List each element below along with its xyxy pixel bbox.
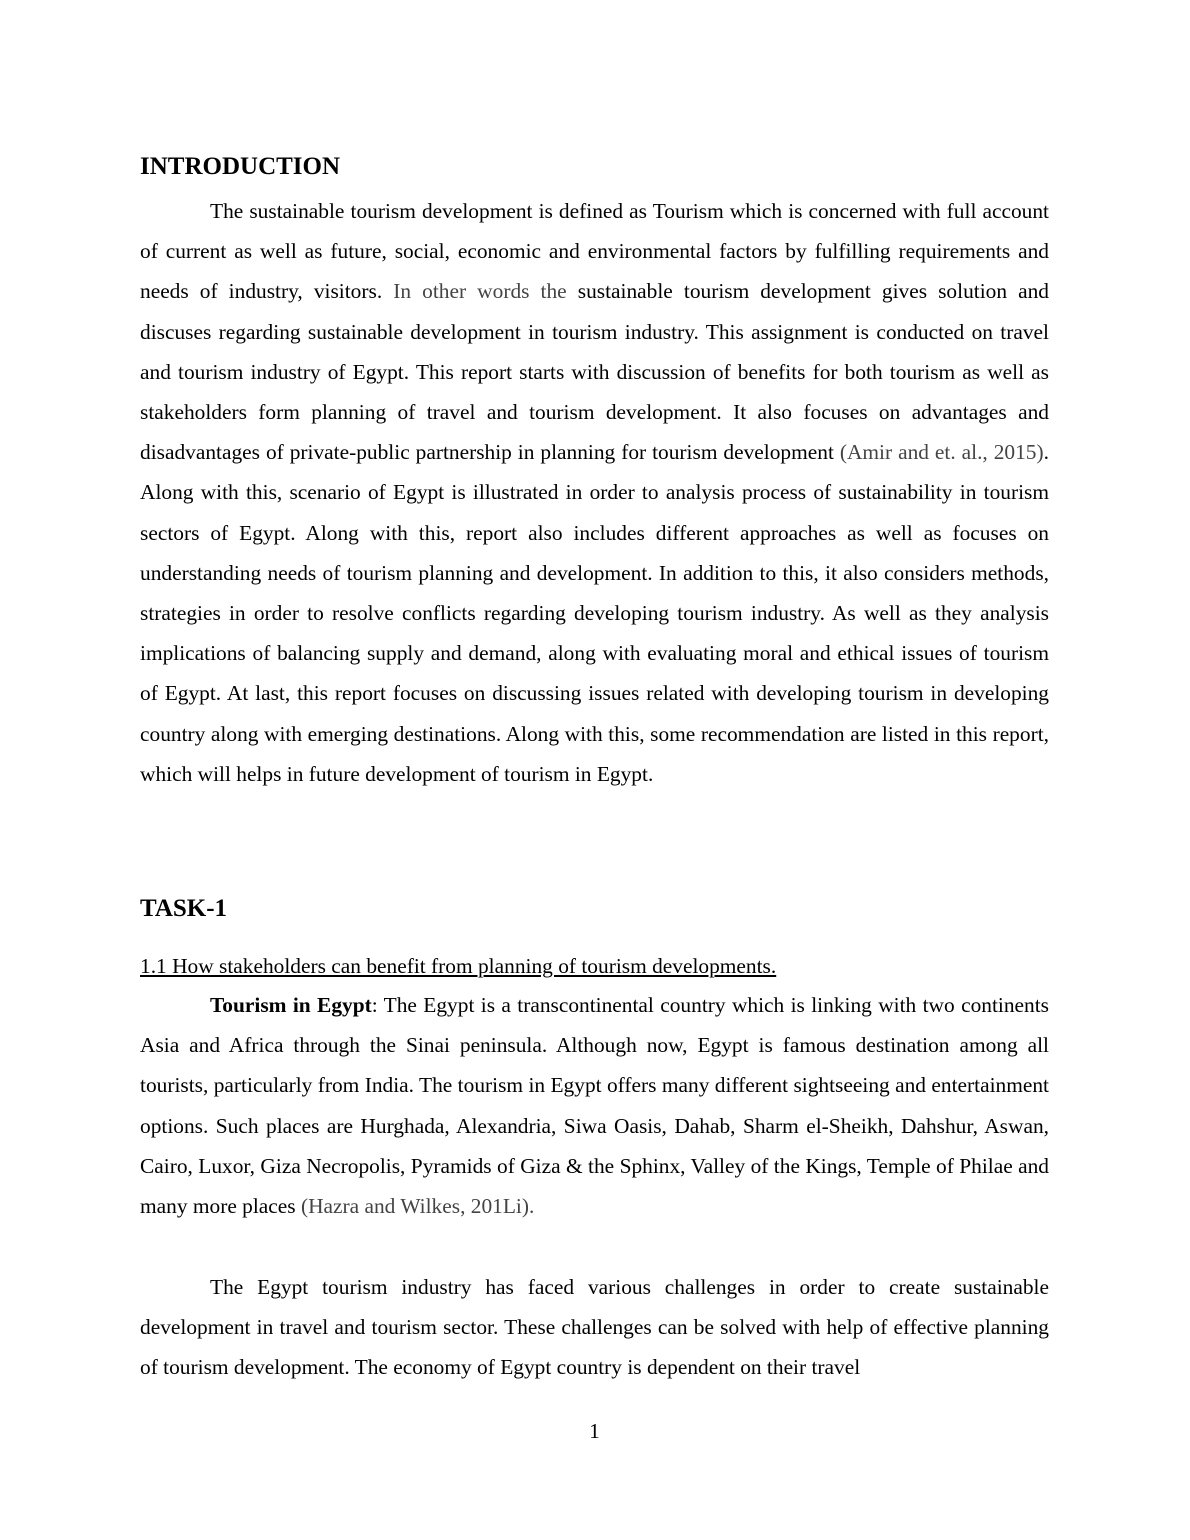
- introduction-paragraph: [140, 191, 1049, 794]
- document-page: [140, 0, 1049, 1540]
- task1-heading: TASK-1: [140, 895, 228, 922]
- page-number: 1: [589, 1419, 600, 1443]
- tourism-in-egypt-label: Tourism in Egypt: [210, 993, 372, 1017]
- intro-text-2: sustainable tourism development gives solution and discuses regarding sustainable development in tourism industry. This assignment is conducted on travel and tourism industry of Egypt. This report starts with discussion of benefits for both tourism as well as stakeholders form planning of travel and tourism development. It also focuses on advantages and disadvantages of private-public partnership in planning for tourism development: [140, 279, 1049, 465]
- tourism-in-egypt-paragraph: [140, 985, 1049, 1226]
- intro-text-3: . Along with this, scenario of Egypt is illustrated in order to analysis process of sustainability in tourism sectors of Egypt. Along with this, report also includes different approaches as well as focuses on understanding needs of tourism planning and development. In addition to this, it also considers methods, strategies in order to resolve conflicts regarding developing tourism industry. As well as they analysis implications of balancing supply and demand, along with evaluating moral and ethical issues of tourism of Egypt. At last, this report focuses on discussing issues related with developing tourism in developing country along with emerging destinations. Along with this, some recommendation are listed in this report, which will helps in future development of tourism in Egypt.: [140, 440, 1049, 786]
- intro-text-1: The sustainable tourism development is defined as Tourism which is concerned with full account of current as well as future, social, economic and environmental factors by fulfilling requirements and needs of industry, visitors.: [140, 199, 1049, 304]
- tourism-in-egypt-text: : The Egypt is a transcontinental country which is linking with two continents Asia and Africa through the Sinai peninsula. Although now, Egypt is famous destination among all tourists, particularly from India. The tourism in Egypt offers many different sightseeing and entertainment options. Such places are Hurghada, Alexandria, Siwa Oasis, Dahab, Sharm el-Sheikh, Dahshur, Aswan, Cairo, Luxor, Giza Necropolis, Pyramids of Giza & the Sphinx, Valley of the Kings, Temple of Philae and many more places: [140, 993, 1049, 1219]
- challenges-paragraph: The Egypt tourism industry has faced various challenges in order to create sustainable development in travel and tourism sector. These challenges can be solved with help of effective planning of tourism development. The economy of Egypt country is dependent on their travel: [140, 1275, 1049, 1380]
- introduction-heading: INTRODUCTION: [140, 153, 341, 180]
- egypt-citation: (Hazra and Wilkes, 201Li).: [300, 1194, 535, 1219]
- intro-citation: (Amir and et. al., 2015): [839, 440, 1044, 465]
- task1-subheading: 1.1 How stakeholders can benefit from planning of tourism developments.: [140, 954, 777, 978]
- intro-text-grey: In other words the: [393, 279, 567, 304]
